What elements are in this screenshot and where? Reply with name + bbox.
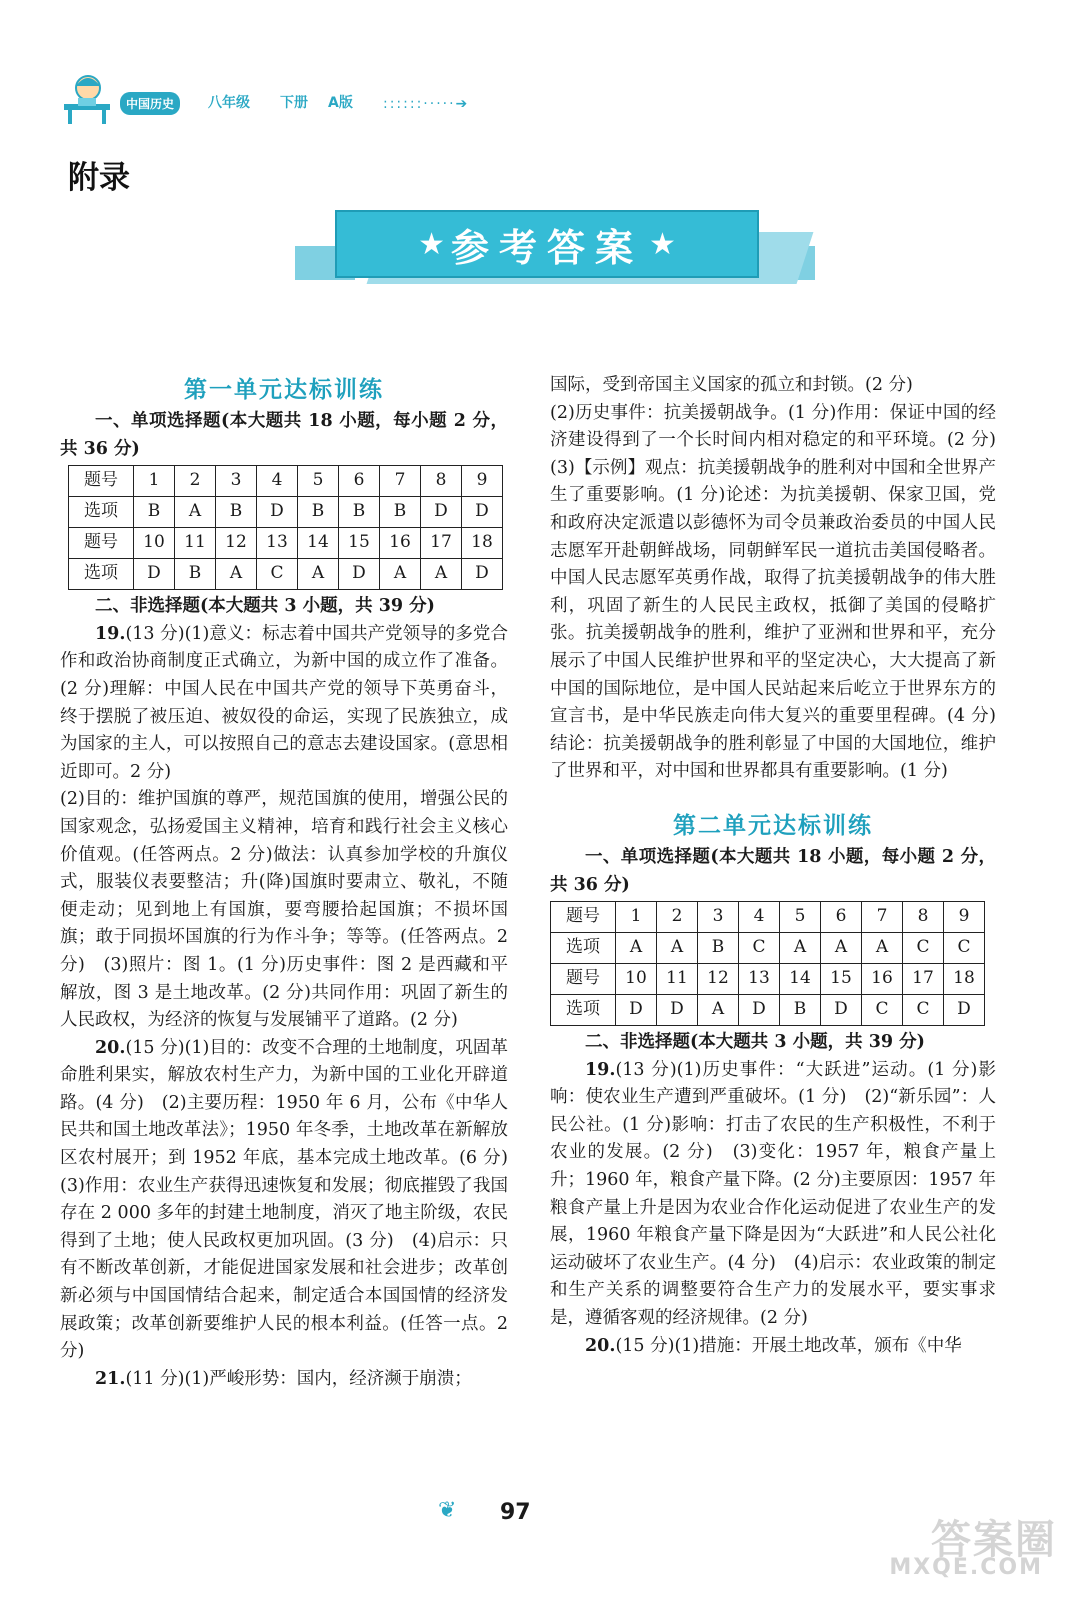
table-cell: B <box>780 995 821 1026</box>
table-cell: D <box>462 559 503 590</box>
table-cell: 题号 <box>69 528 134 559</box>
table-cell: A <box>298 559 339 590</box>
page-header <box>58 70 618 130</box>
star-icon: ★ <box>649 226 676 262</box>
table-cell: 1 <box>616 902 657 933</box>
question-number: 20. <box>585 1335 616 1356</box>
unit1-nonchoice-heading: 二、非选择题(本大题共 3 小题，共 39 分) <box>95 596 435 617</box>
table-cell: B <box>216 497 257 528</box>
table-cell: A <box>216 559 257 590</box>
table-cell: 10 <box>616 964 657 995</box>
table-cell: 8 <box>903 902 944 933</box>
table-cell: 18 <box>944 964 985 995</box>
table-cell: 10 <box>134 528 175 559</box>
table-cell: B <box>298 497 339 528</box>
table-row <box>69 528 503 559</box>
unit1-title: 第一单元达标训练 <box>184 376 384 403</box>
table-row <box>551 995 985 1026</box>
table-cell: D <box>739 995 780 1026</box>
table-cell: 9 <box>944 902 985 933</box>
table-cell: D <box>821 995 862 1026</box>
unit1-q21-answer <box>60 1366 508 1394</box>
spacer <box>550 786 996 808</box>
table-cell: 2 <box>657 902 698 933</box>
table-cell: C <box>944 933 985 964</box>
table-cell: 题号 <box>551 964 616 995</box>
table-cell: 5 <box>780 902 821 933</box>
table-row <box>69 466 503 497</box>
right-column <box>550 372 1014 1360</box>
table-cell: D <box>944 995 985 1026</box>
table-cell: 3 <box>698 902 739 933</box>
table-cell: A <box>780 933 821 964</box>
table-cell: 14 <box>298 528 339 559</box>
table-cell: 选项 <box>69 559 134 590</box>
table-cell: B <box>134 497 175 528</box>
answer-text: (11 分)(1)严峻形势：国内，经济濒于崩溃； <box>125 1368 472 1389</box>
banner-title: 参考答案 <box>450 225 643 270</box>
table-cell: 7 <box>862 902 903 933</box>
table-cell: A <box>821 933 862 964</box>
arrow-decoration: ::::::·····➔ <box>383 96 470 112</box>
table-cell: 选项 <box>551 995 616 1026</box>
leaf-icon: ❦ <box>438 1498 457 1523</box>
table-cell: 5 <box>298 466 339 497</box>
watermark-url: MXQE.COM <box>889 1555 1043 1580</box>
star-icon: ★ <box>418 226 445 262</box>
table-row <box>551 902 985 933</box>
table-cell: 1 <box>134 466 175 497</box>
table-row <box>69 497 503 528</box>
unit1-choice-heading: 一、单项选择题(本大题共 18 小题，每小题 2 分，共 36 分) <box>60 411 508 459</box>
unit2-choice-heading: 一、单项选择题(本大题共 18 小题，每小题 2 分，共 36 分) <box>550 846 996 895</box>
subject-tag: 中国历史 <box>120 92 180 115</box>
table-cell: C <box>903 933 944 964</box>
unit1-q19-answer <box>60 621 508 787</box>
appendix-heading: 附录 <box>68 160 130 196</box>
table-cell: D <box>339 559 380 590</box>
table-cell: C <box>739 933 780 964</box>
volume-label: 下册 <box>280 95 308 111</box>
page-number: 97 <box>500 1500 531 1525</box>
table-cell: B <box>698 933 739 964</box>
table-cell: 12 <box>698 964 739 995</box>
table-cell: 2 <box>175 466 216 497</box>
table-row <box>551 933 985 964</box>
table-cell: 6 <box>821 902 862 933</box>
table-cell: 15 <box>821 964 862 995</box>
unit2-nonchoice-heading: 二、非选择题(本大题共 3 小题，共 39 分) <box>585 1032 925 1053</box>
table-cell: 9 <box>462 466 503 497</box>
table-cell: D <box>657 995 698 1026</box>
table-cell: 3 <box>216 466 257 497</box>
edition-label: A版 <box>328 95 353 111</box>
table-cell: 13 <box>739 964 780 995</box>
question-number: 19. <box>585 1059 616 1080</box>
table-cell: A <box>175 497 216 528</box>
answer-banner <box>335 210 810 290</box>
answer-text: (15 分)(1)目的：改变不合理的土地制度，巩固革命胜利果实，解放农村生产力，为新中国的工业化开辟道路。(4 分) (2)主要历程：1950 年 6 月，公布《中华人民共和国土地改革法》；1950 年冬季，土地改革在新解放区农村展开；到 1952 年底，基本完成土地改革。(6 分) (3)作用：农业生产获得迅速恢复和发展；彻底摧毁了我国存在 2 000 多年的封建土地制度，消灭了地主阶级，农民得到了土地；使人民政权更加巩固。(3 分) (4)启示：只有不断改革创新，才能促进国家发展和社会进步；改革创新必须与中国国情结合起来，制定适合本国国情的经济发展政策；改革创新要维护人民的根本利益。(任答一点。2 分) <box>60 1037 526 1362</box>
answer-text: (13 分)(1)意义：标志着中国共产党领导的多党合作和政治协商制度正式确立，为新中国的成立作了准备。(2 分)理解：中国人民在中国共产党的领导下英勇奋斗，终于摆脱了被压迫、被奴役的命运，实现了民族独立，成为国家的主人，可以按照自己的意志去建设国家。(意思相近即可。2 分) <box>60 623 508 782</box>
unit1-q20-answer <box>60 1035 526 1366</box>
table-row <box>551 964 985 995</box>
table-cell: A <box>421 559 462 590</box>
table-cell: C <box>257 559 298 590</box>
table-cell: A <box>380 559 421 590</box>
unit2-q19-answer <box>550 1057 996 1333</box>
unit1-q19-answer-cont: (2)目的：维护国旗的尊严，规范国旗的使用，增强公民的国家观念，弘扬爱国主义精神，培育和践行社会主义核心价值观。(任答两点。2 分)做法：认真参加学校的升旗仪式，服装仪表要整洁；升(降)国旗时要肃立、敬礼，不随便走动；见到地上有国旗，要弯腰拾起国旗；不损坏国旗；敢于同损坏国旗的行为作斗争；等等。(任答两点。2 分) (3)照片：图 1。(1 分)历史事件：图 2 是西藏和平解放，图 3 是土地改革。(2 分)共同作用：巩固了新生的人民政权，为经济的恢复与发展铺平了道路。(2 分) <box>60 789 508 1031</box>
table-cell: 7 <box>380 466 421 497</box>
table-cell: A <box>657 933 698 964</box>
student-mascot-icon <box>58 70 114 126</box>
table-cell: 4 <box>257 466 298 497</box>
unit1-q21-answer-part2: (2)历史事件：抗美援朝战争。(1 分)作用：保证中国的经济建设得到了一个长时间内相对稳定的和平环境。(2 分) (3)【示例】观点：抗美援朝战争的胜利对中国和全世界产生了重要影响。(1 分)论述：为抗美援朝、保家卫国，党和政府决定派遣以彭德怀为司令员兼政治委员的中国人民志愿军开赴朝鲜战场，同朝鲜军民一道抗击美国侵略者。中国人民志愿军英勇作战，取得了抗美援朝战争的伟大胜利，巩固了新生的人民民主政权，抵御了美国的侵略扩张。抗美援朝战争的胜利，维护了亚洲和世界和平，充分展示了中国人民维护世界和平的坚定决心，大大提高了新中国的国际地位，是中国人民站起来后屹立于世界东方的宣言书，是中华民族走向伟大复兴的重要里程碑。(4 分)结论：抗美援朝战争的胜利彰显了中国的大国地位，维护了世界和平，对中国和世界都具有重要影响。(1 分) <box>550 402 1014 782</box>
table-cell: D <box>257 497 298 528</box>
table-cell: B <box>380 497 421 528</box>
question-number: 19. <box>95 623 126 644</box>
table-cell: D <box>134 559 175 590</box>
grade-label: 八年级 <box>208 95 250 111</box>
table-cell: 6 <box>339 466 380 497</box>
table-cell: 18 <box>462 528 503 559</box>
table-cell: B <box>175 559 216 590</box>
table-cell: 选项 <box>551 933 616 964</box>
unit2-q20-answer <box>550 1333 996 1361</box>
table-cell: A <box>616 933 657 964</box>
table-cell: 15 <box>339 528 380 559</box>
table-cell: B <box>339 497 380 528</box>
table-cell: D <box>462 497 503 528</box>
answer-text: (13 分)(1)历史事件：“大跃进”运动。(1 分)影响：使农业生产遭到严重破坏。(1 分) (2)“新乐园”：人民公社。(1 分)影响：打击了农民的生产积极性，不利于农业的发展。(2 分) (3)变化：1957 年，粮食产量上升；1960 年，粮食产量下降。(2 分)主要原因：1957 年粮食产量上升是因为农业合作化运动促进了农业生产的发展，1960 年粮食产量下降是因为“大跃进”和人民公社化运动破坏了农业生产。(4 分) (4)启示：农业政策的制定和生产关系的调整要符合生产力的发展水平，要实事求是，遵循客观的经济规律。(2 分) <box>550 1059 996 1329</box>
table-cell: 11 <box>657 964 698 995</box>
table-cell: 题号 <box>69 466 134 497</box>
unit2-title: 第二单元达标训练 <box>673 811 873 839</box>
table-cell: 13 <box>257 528 298 559</box>
table-row <box>69 559 503 590</box>
table-cell: 17 <box>903 964 944 995</box>
question-number: 20. <box>95 1037 126 1058</box>
table-cell: 14 <box>780 964 821 995</box>
left-column <box>60 372 526 1393</box>
table-cell: 选项 <box>69 497 134 528</box>
table-cell: 题号 <box>551 902 616 933</box>
table-cell: 17 <box>421 528 462 559</box>
table-cell: C <box>862 995 903 1026</box>
banner-box <box>335 210 759 278</box>
answer-text: (15 分)(1)措施：开展土地改革，颁布《中华 <box>615 1335 962 1356</box>
unit1-q21-answer-cont: 国际，受到帝国主义国家的孤立和封锁。(2 分) <box>550 375 913 395</box>
table-cell: 8 <box>421 466 462 497</box>
table-cell: A <box>698 995 739 1026</box>
table-cell: 11 <box>175 528 216 559</box>
table-cell: D <box>421 497 462 528</box>
unit2-answer-table <box>550 901 985 1026</box>
table-cell: 4 <box>739 902 780 933</box>
unit1-answer-table <box>68 465 503 590</box>
question-number: 21. <box>95 1368 126 1389</box>
table-cell: D <box>616 995 657 1026</box>
table-cell: 16 <box>380 528 421 559</box>
watermark-logo: 答案圈 <box>931 1517 1057 1563</box>
table-cell: 16 <box>862 964 903 995</box>
table-cell: 12 <box>216 528 257 559</box>
table-cell: C <box>903 995 944 1026</box>
table-cell: A <box>862 933 903 964</box>
